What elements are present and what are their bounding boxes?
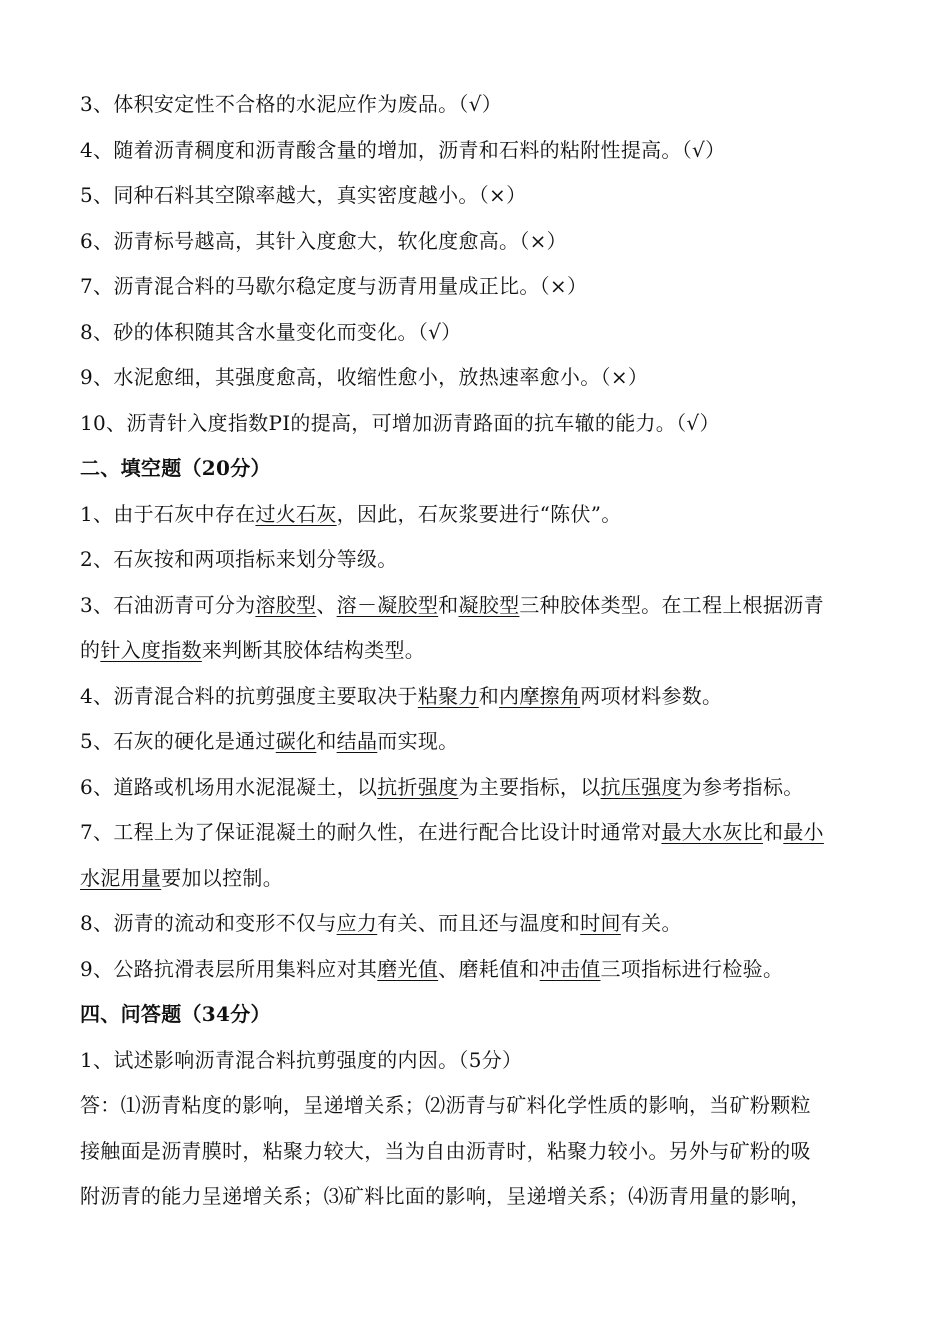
fill-item-6: [80, 773, 880, 801]
fill-item-9: [80, 955, 880, 983]
text-segment: 和: [478, 684, 500, 708]
answer-blank: 磨光值: [377, 957, 439, 981]
judge-item-7: 7、沥青混合料的马歇尔稳定度与沥青用量成正比。（×）: [80, 274, 588, 298]
answer-blank: 水泥用量: [80, 866, 162, 890]
text-segment: 和: [438, 593, 459, 617]
text-segment: 有关、而且还与温度和: [377, 911, 581, 935]
text-segment: 3、石油沥青可分为: [80, 593, 256, 617]
answer-line-2: 接触面是沥青膜时，粘聚力较大，当为自由沥青时，粘聚力较小。另外与矿粉的吸: [80, 1139, 811, 1163]
text-segment: 1、由于石灰中存在: [80, 502, 256, 526]
fill-item-4: [80, 682, 880, 710]
section-title-questions: 四、问答题（34分）: [80, 1002, 271, 1026]
fill-item-7-line-1: [80, 818, 880, 846]
answer-blank: 针入度指数: [100, 638, 202, 662]
text-segment: 为参考指标。: [681, 775, 804, 799]
answer-blank: 溶胶型: [255, 593, 317, 617]
judge-item-10: 10、沥青针入度指数PI的提高，可增加沥青路面的抗车辙的能力。（√）: [80, 411, 720, 435]
answer-blank: 抗压强度: [600, 775, 682, 799]
text-segment: 5、石灰的硬化是通过: [80, 729, 276, 753]
answer-line-1: 答：⑴沥青粘度的影响，呈递增关系；⑵沥青与矿料化学性质的影响，当矿粉颗粒: [80, 1093, 811, 1117]
text-segment: 有关。: [620, 911, 682, 935]
text-segment: 和: [316, 729, 337, 753]
fill-item-3-line-1: [80, 591, 880, 619]
answer-blank: 溶－凝胶型: [336, 593, 439, 617]
text-segment: 两项材料参数。: [580, 684, 723, 708]
judge-item-5: 5、同种石料其空隙率越大，真实密度越小。（×）: [80, 183, 527, 207]
text-segment: 9、公路抗滑表层所用集料应对其: [80, 957, 378, 981]
answer-blank: 碳化: [275, 729, 317, 753]
text-segment: 来判断其胶体结构类型。: [201, 638, 426, 662]
text-segment: 的: [80, 638, 101, 662]
fill-item-3-line-2: [80, 636, 880, 664]
answer-blank: 时间: [580, 911, 621, 935]
answer-blank: 抗折强度: [377, 775, 459, 799]
answer-blank: 最小: [783, 820, 824, 844]
text-segment: 要加以控制。: [161, 866, 284, 890]
text-segment: 和: [762, 820, 784, 844]
text-segment: 7、工程上为了保证混凝土的耐久性，在进行配合比设计时通常对: [80, 820, 662, 844]
text-segment: 三种胶体类型。在工程上根据沥青: [519, 593, 824, 617]
fill-item-2: 2、石灰按和两项指标来划分等级。: [80, 547, 398, 571]
section-title-fill-blanks: 二、填空题（20分）: [80, 456, 271, 480]
text-segment: 而实现。: [377, 729, 459, 753]
text-segment: 、磨耗值和: [438, 957, 540, 981]
answer-blank: 最大水灰比: [661, 820, 763, 844]
text-segment: 三项指标进行检验。: [600, 957, 784, 981]
answer-blank: 粘聚力: [417, 684, 479, 708]
answer-blank: 凝胶型: [458, 593, 520, 617]
answer-line-3: 附沥青的能力呈递增关系；⑶矿料比面的影响，呈递增关系；⑷沥青用量的影响，: [80, 1184, 811, 1208]
fill-item-7-line-2: [80, 864, 880, 892]
text-segment: 6、道路或机场用水泥混凝土，以: [80, 775, 378, 799]
question-1: 1、试述影响沥青混合料抗剪强度的内因。（5分）: [80, 1048, 523, 1072]
text-segment: ，因此，石灰浆要进行“陈伏”。: [336, 502, 622, 526]
text-segment: 8、沥青的流动和变形不仅与: [80, 911, 337, 935]
fill-item-5: [80, 727, 880, 755]
text-segment: 、: [316, 593, 337, 617]
judge-item-8: 8、砂的体积随其含水量变化而变化。（√）: [80, 320, 462, 344]
answer-blank: 应力: [336, 911, 378, 935]
text-segment: 为主要指标，以: [458, 775, 601, 799]
answer-blank: 冲击值: [539, 957, 601, 981]
fill-item-8: [80, 909, 880, 937]
answer-blank: 过火石灰: [255, 502, 337, 526]
judge-item-3: 3、体积安定性不合格的水泥应作为废品。（√）: [80, 92, 503, 116]
answer-blank: 结晶: [336, 729, 378, 753]
judge-item-6: 6、沥青标号越高，其针入度愈大，软化度愈高。（×）: [80, 229, 567, 253]
judge-item-9: 9、水泥愈细，其强度愈高，收缩性愈小，放热速率愈小。（×）: [80, 365, 649, 389]
judge-item-4: 4、随着沥青稠度和沥青酸含量的增加，沥青和石料的粘附性提高。（√）: [80, 138, 726, 162]
text-segment: 4、沥青混合料的抗剪强度主要取决于: [80, 684, 418, 708]
answer-blank: 内摩擦角: [499, 684, 581, 708]
fill-item-1: [80, 500, 880, 528]
